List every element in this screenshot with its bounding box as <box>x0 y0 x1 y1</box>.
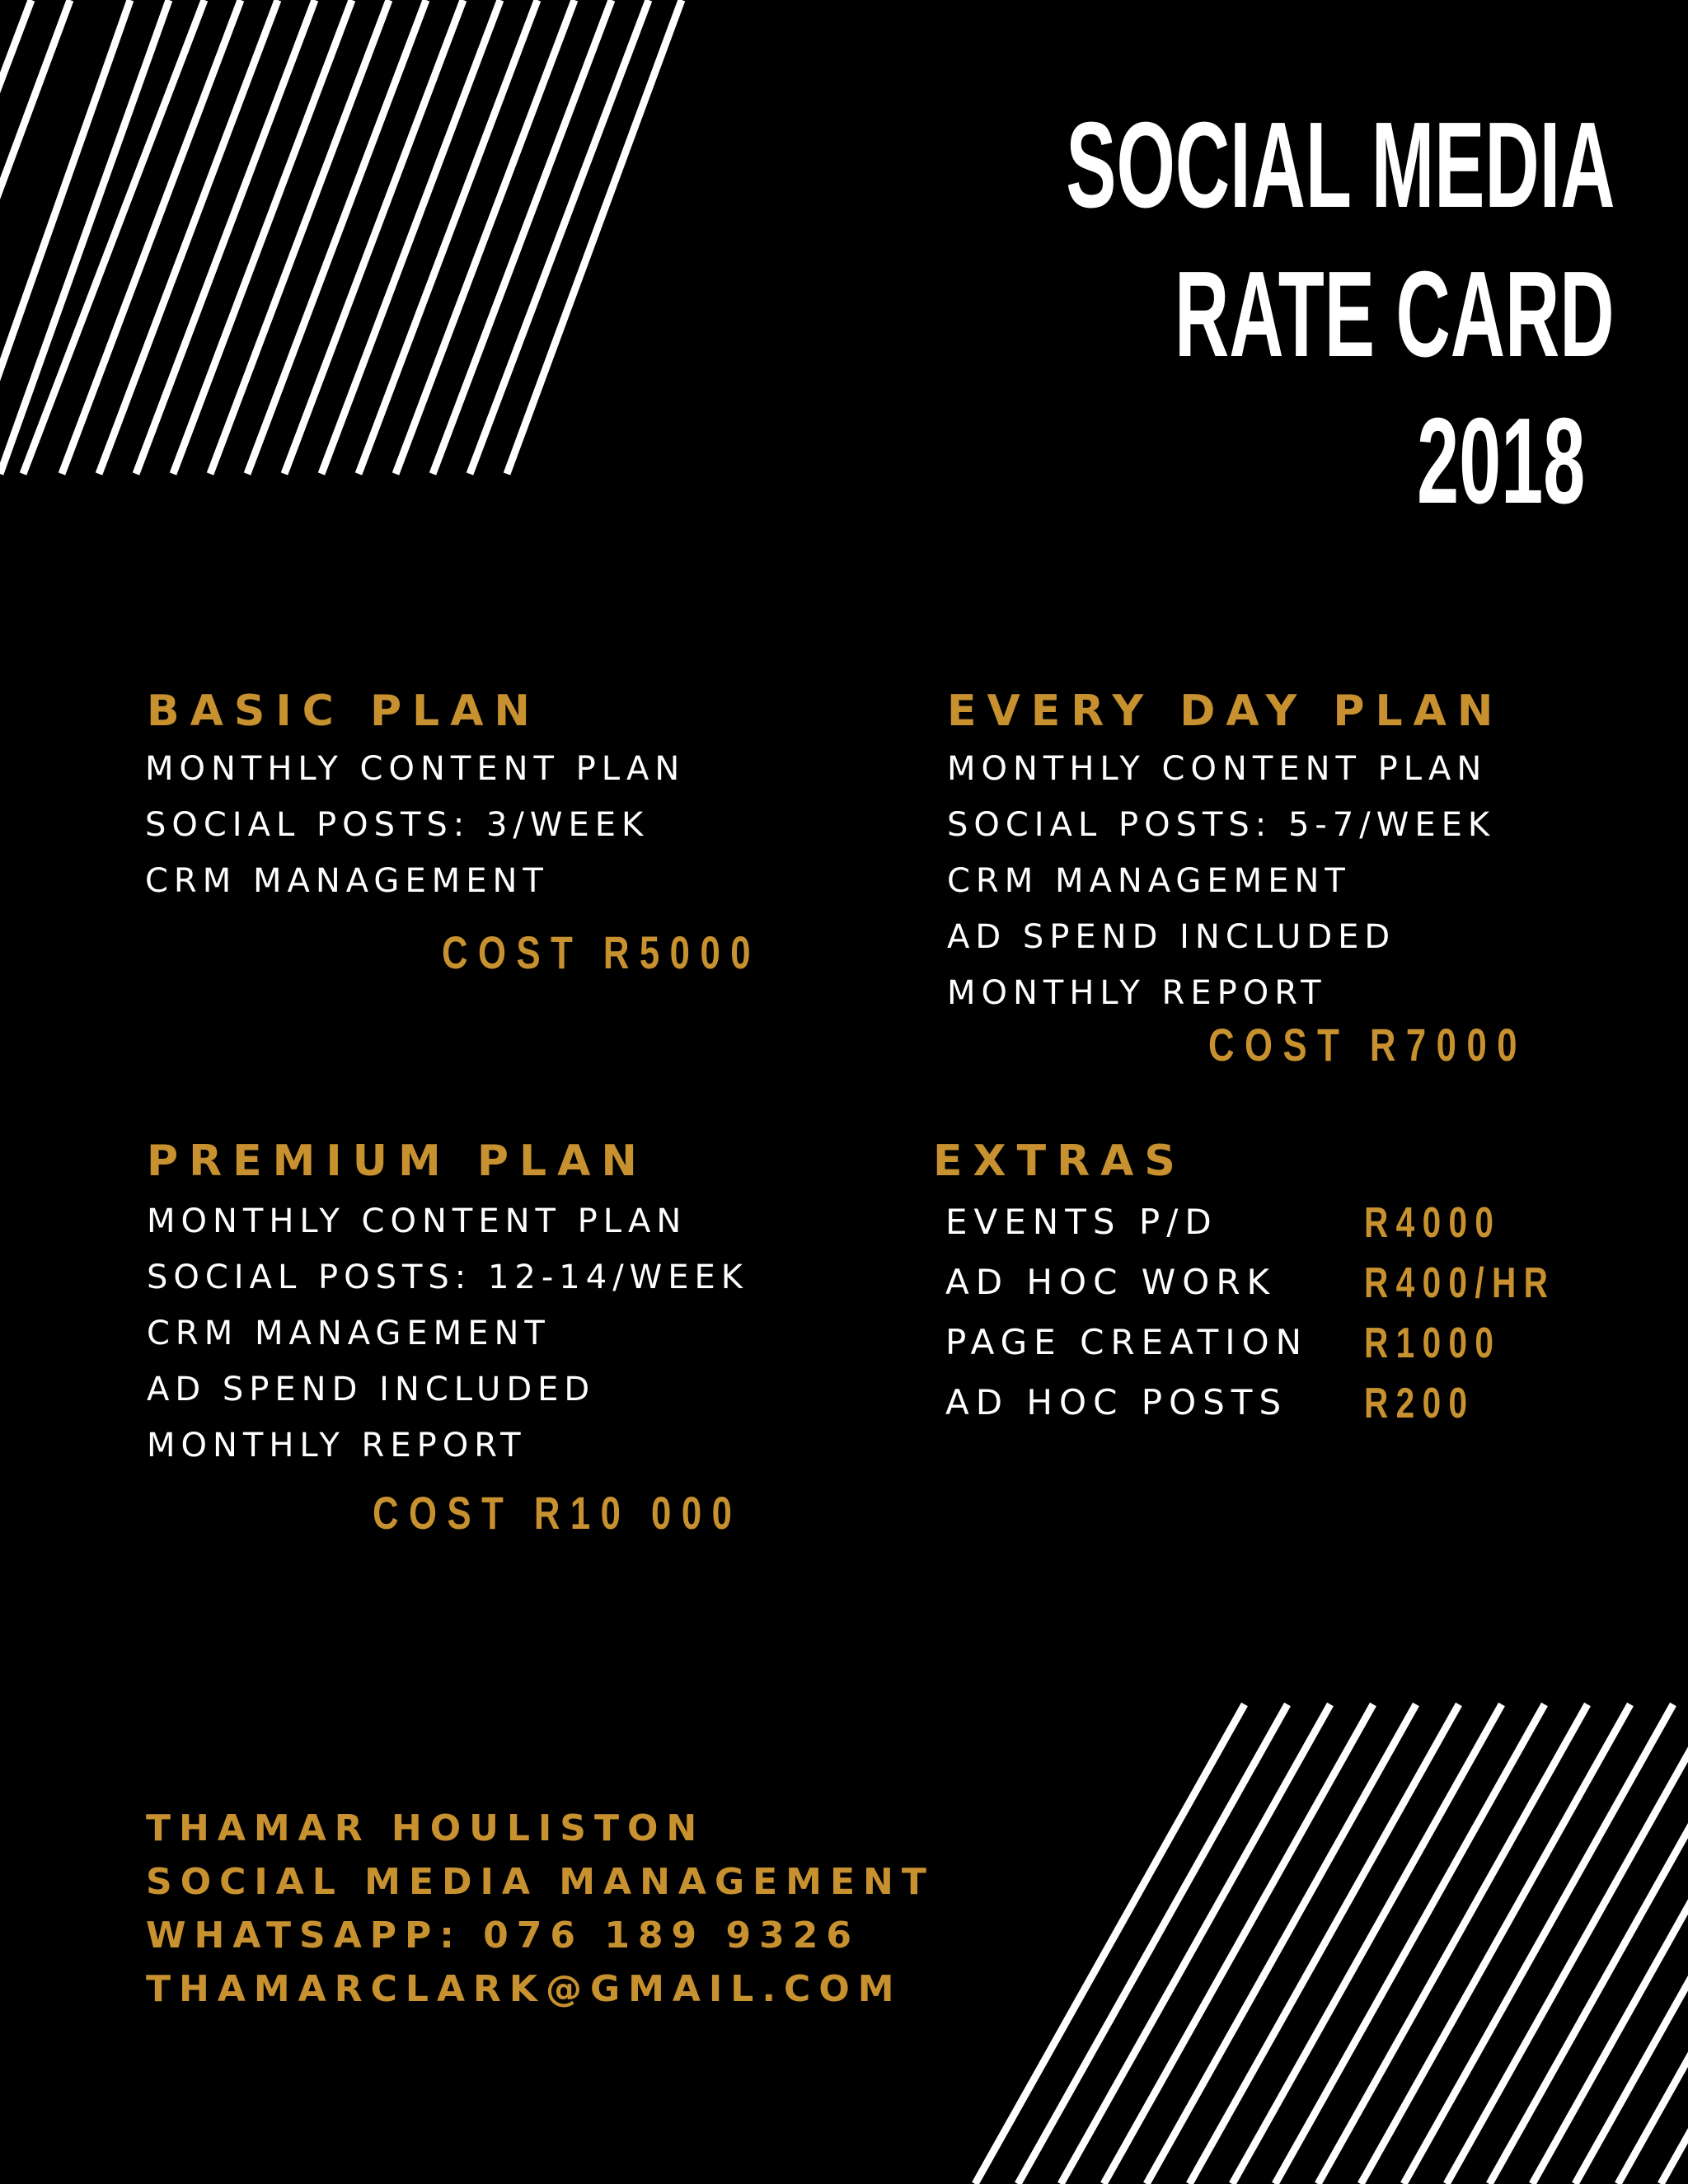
contact-email[interactable]: THAMARCLARK@GMAIL.COM <box>146 1968 903 2010</box>
extra-price: R1000 <box>1364 1319 1502 1367</box>
everyday-plan-cost: COST R7000 <box>1208 1019 1527 1071</box>
extras-row <box>945 1254 1605 1314</box>
plan-item: MONTHLY REPORT <box>147 1427 527 1465</box>
extras-list <box>945 1193 1605 1434</box>
plan-item: AD SPEND INCLUDED <box>947 918 1396 956</box>
basic-plan-items <box>145 741 685 909</box>
extra-price: R200 <box>1364 1380 1475 1427</box>
plan-item: AD SPEND INCLUDED <box>147 1371 596 1408</box>
basic-plan-cost: COST R5000 <box>442 926 761 978</box>
plan-item: CRM MANAGEMENT <box>947 862 1351 900</box>
extras-row <box>945 1193 1605 1254</box>
extras-title: EXTRAS <box>933 1137 1186 1186</box>
extras-row <box>945 1314 1605 1374</box>
everyday-plan-title: EVERY DAY PLAN <box>947 687 1504 736</box>
plan-item: CRM MANAGEMENT <box>147 1315 551 1352</box>
plan-item: CRM MANAGEMENT <box>145 862 549 900</box>
contact-phone[interactable]: WHATSAPP: 076 189 9326 <box>146 1915 860 1957</box>
plan-item: SOCIAL POSTS: 5-7/WEEK <box>947 806 1496 844</box>
extra-label: PAGE CREATION <box>945 1322 1309 1362</box>
plan-item: MONTHLY REPORT <box>947 974 1327 1012</box>
title-line-2: RATE CARD <box>1175 246 1615 382</box>
extra-price: R4000 <box>1364 1199 1502 1247</box>
title-line-3: 2018 <box>1416 393 1585 529</box>
contact-role: SOCIAL MEDIA MANAGEMENT <box>146 1861 935 1903</box>
premium-plan-cost: COST R10 000 <box>373 1487 743 1539</box>
basic-plan-title: BASIC PLAN <box>147 687 541 736</box>
extra-label: EVENTS P/D <box>945 1202 1218 1242</box>
extras-row <box>945 1374 1605 1434</box>
extra-price: R400/HR <box>1364 1259 1556 1307</box>
extra-label: AD HOC POSTS <box>945 1382 1288 1422</box>
premium-plan-title: PREMIUM PLAN <box>147 1137 648 1186</box>
plan-item: MONTHLY CONTENT PLAN <box>147 1202 687 1240</box>
plan-item: MONTHLY CONTENT PLAN <box>947 750 1488 788</box>
extra-label: AD HOC WORK <box>945 1262 1277 1302</box>
plan-item: SOCIAL POSTS: 3/WEEK <box>145 806 649 844</box>
plan-item: SOCIAL POSTS: 12-14/WEEK <box>147 1258 749 1296</box>
top-left-stripes <box>0 0 682 474</box>
everyday-plan-items <box>947 741 1495 1021</box>
plan-item: MONTHLY CONTENT PLAN <box>145 750 686 788</box>
premium-plan-items <box>147 1193 748 1474</box>
bottom-right-stripes <box>975 1704 1688 2184</box>
title-line-1: SOCIAL MEDIA <box>1065 97 1615 233</box>
contact-name: THAMAR HOULISTON <box>146 1807 706 1849</box>
contact-block <box>146 1802 935 2016</box>
